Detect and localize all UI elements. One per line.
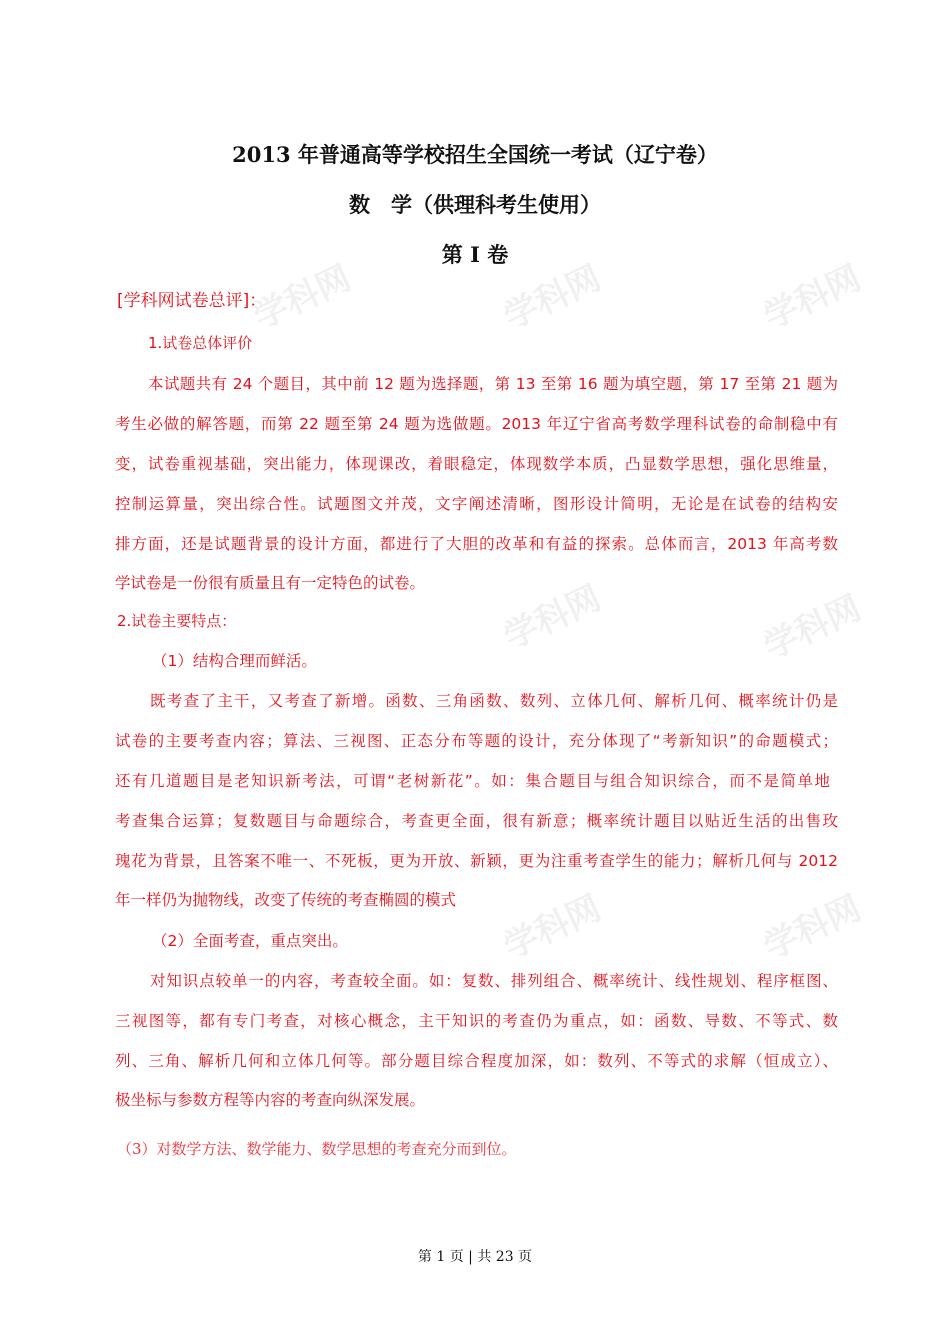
text-line: 年一样仍为抛物线，改变了传统的考查椭圆的模式 [115,891,457,909]
watermark: 学科网 [757,887,868,968]
page-footer: 第 1 页 | 共 23 页 [417,1249,533,1265]
volume-heading: 第 I 卷 [441,242,509,267]
point-3-title: （3）对数学方法、数学能力、数学思想的考查充分而到位。 [117,1140,517,1158]
watermark: 学科网 [497,887,608,968]
review-heading: [学科网试卷总评]： [117,291,267,311]
text-line: 列、三角、解析几何和立体几何等。部分题目综合程度加深，如：数列、不等式的求解（恒成立）、 [115,1052,838,1070]
exam-title: 2013 年普通高等学校招生全国统一考试（辽宁卷） [232,142,718,167]
text-line: 考查集合运算；复数题目与命题综合，考查更全面，很有新意；概率统计题目以贴近生活的出售玫 [115,812,838,830]
text-line: 控制运算量，突出综合性。试题图文并茂，文字阐述清晰，图形设计简明，无论是在试卷的结构安 [115,495,838,513]
section-2-title: 2.试卷主要特点： [117,612,237,630]
text-line: 考生必做的解答题，而第 22 题至第 24 题为选做题。2013 年辽宁省高考数学理科试卷的命制稳中有 [115,415,838,433]
watermark: 学科网 [757,257,868,338]
watermark: 学科网 [497,577,608,658]
text-line: 既考查了主干，又考查了新增。函数、三角函数、数列、立体几何、解析几何、概率统计仍是 [150,692,838,710]
exam-subtitle: 数 学（供理科考生使用） [349,192,601,217]
text-line: 变，试卷重视基础，突出能力，体现课改，着眼稳定，体现数学本质，凸显数学思想，强化思维量， [115,455,838,473]
watermark: 学科网 [497,257,608,338]
text-line: 三视图等，都有专门考查，对核心概念，主干知识的考查仍为重点，如：函数、导数、不等式、数 [115,1012,838,1030]
section-1-title: 1.试卷总体评价 [148,334,253,352]
text-line: 瑰花为背景，且答案不唯一、不死板，更为开放、新颖，更为注重考查学生的能力；解析几何与 2012 [115,852,838,870]
text-line: 极坐标与参数方程等内容的考查向纵深发展。 [115,1091,426,1109]
text-line: 还有几道题目是老知识新考法，可谓“老树新花”。如：集合题目与组合知识综合，而不是简单地 [115,772,830,790]
text-line: 试卷的主要考查内容；算法、三视图、正态分布等题的设计，充分体现了“考新知识”的命题模式； [115,732,838,750]
watermark: 学科网 [757,587,868,668]
point-1-title: （1）结构合理而鲜活。 [152,652,317,670]
text-line: 本试题共有 24 个题目，其中前 12 题为选择题，第 13 至第 16 题为填空题，第 17 至第 21 题为 [148,375,838,393]
text-line: 学试卷是一份很有质量且有一定特色的试卷。 [115,574,426,592]
text-line: 对知识点较单一的内容，考查较全面。如：复数、排列组合、概率统计、线性规划、程序框图、 [150,972,838,990]
watermark: 学科网 [247,257,358,338]
text-line: 排方面，还是试题背景的设计方面，都进行了大胆的改革和有益的探索。总体而言，2013 年高考数 [115,535,838,553]
point-2-title: （2）全面考查，重点突出。 [152,932,348,950]
